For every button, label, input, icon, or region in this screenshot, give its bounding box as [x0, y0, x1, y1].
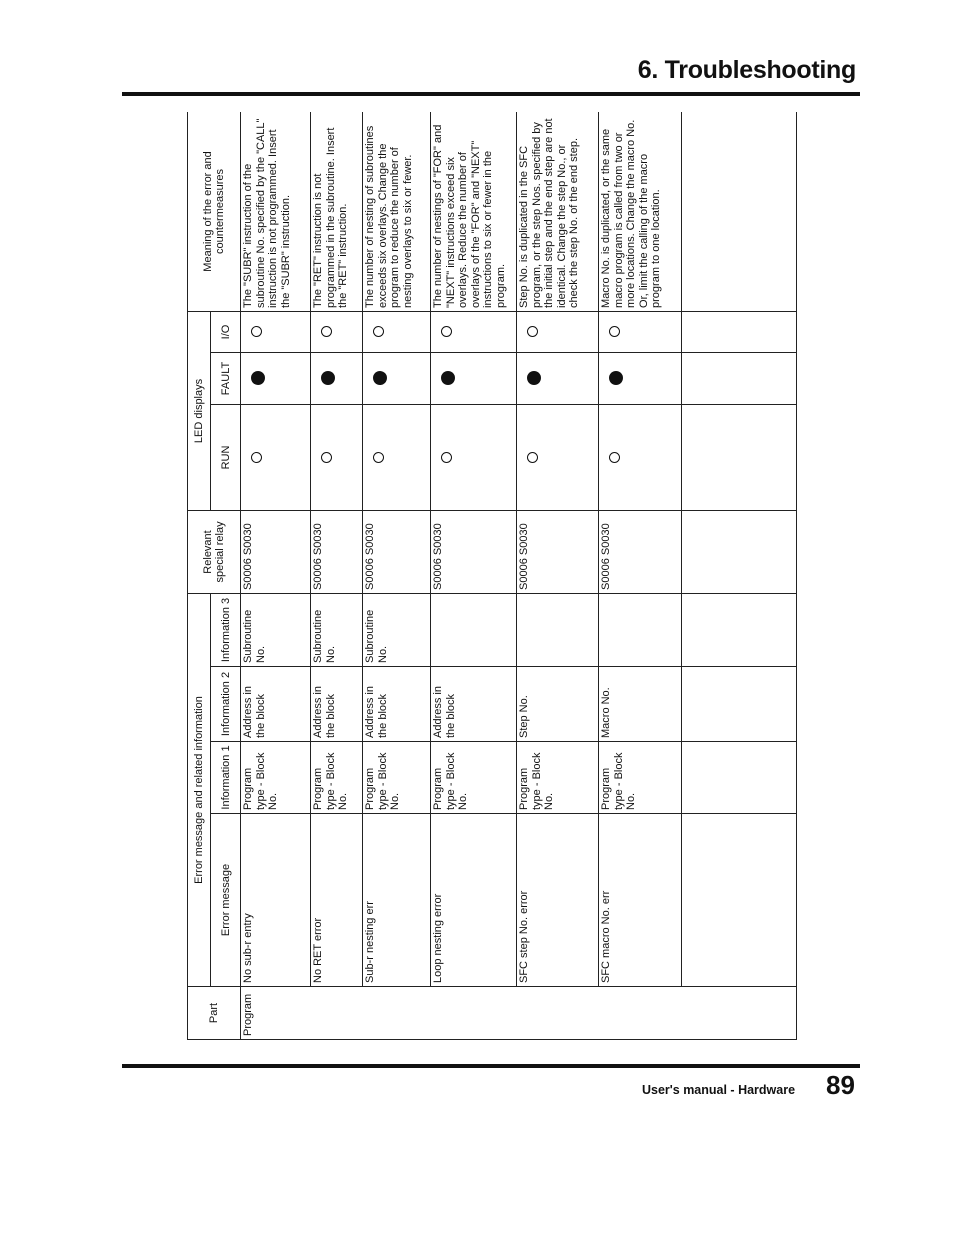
led-fault-cell	[599, 352, 682, 404]
led-io-cell	[517, 311, 599, 352]
led-off-icon	[609, 452, 620, 463]
led-off-icon	[441, 326, 452, 337]
error-message-cell: Sub-r nesting err	[363, 814, 431, 987]
blank-row	[682, 112, 797, 1040]
info1-cell: Program type - Block No.	[241, 742, 311, 814]
header-row-top	[188, 112, 211, 1040]
col-run: RUN	[211, 404, 241, 510]
info2-cell: Step No.	[517, 667, 599, 742]
col-group-led: LED displays	[188, 311, 211, 510]
relay-cell: S0006 S0030	[241, 510, 311, 593]
relay-cell: S0006 S0030	[311, 510, 363, 593]
part-cell: Program	[241, 987, 797, 1040]
error-table-frame	[187, 112, 797, 1040]
led-io-cell	[241, 311, 311, 352]
table-row	[517, 112, 599, 1040]
meaning-cell: The "RET" instruction is not programmed in the subroutine. Insert the "RET" instruction.	[311, 112, 363, 311]
blank-cell	[682, 352, 797, 404]
col-group-error: Error message and related information	[188, 593, 211, 986]
footer-label: User's manual - Hardware	[642, 1083, 796, 1097]
led-run-cell	[241, 404, 311, 510]
footer-rule	[122, 1064, 860, 1068]
info1-cell: Program type - Block No.	[517, 742, 599, 814]
rotated-table-wrapper	[187, 112, 797, 1040]
info2-cell: Address in the block	[431, 667, 517, 742]
blank-cell	[682, 814, 797, 987]
info1-cell: Program type - Block No.	[431, 742, 517, 814]
led-off-icon	[373, 326, 384, 337]
info2-cell: Address in the block	[363, 667, 431, 742]
led-run-cell	[431, 404, 517, 510]
info2-cell: Address in the block	[241, 667, 311, 742]
info2-cell: Macro No.	[599, 667, 682, 742]
led-off-icon	[527, 452, 538, 463]
led-on-icon	[321, 371, 335, 385]
table-row	[599, 112, 682, 1040]
led-run-cell	[517, 404, 599, 510]
led-fault-cell	[311, 352, 363, 404]
col-io: I/O	[211, 311, 241, 352]
led-io-cell	[363, 311, 431, 352]
led-off-icon	[527, 326, 538, 337]
led-run-cell	[311, 404, 363, 510]
error-message-cell: SFC step No. error	[517, 814, 599, 987]
led-fault-cell	[241, 352, 311, 404]
led-off-icon	[373, 452, 384, 463]
led-off-icon	[251, 452, 262, 463]
col-info1: Information 1	[211, 742, 241, 814]
error-table	[187, 112, 797, 1040]
info3-cell	[517, 593, 599, 666]
relay-cell: S0006 S0030	[599, 510, 682, 593]
table-row	[241, 112, 311, 1040]
error-message-cell: Loop nesting error	[431, 814, 517, 987]
led-on-icon	[609, 371, 623, 385]
page-number: 89	[826, 1070, 855, 1100]
table-row	[431, 112, 517, 1040]
led-off-icon	[609, 326, 620, 337]
info3-cell: Subroutine No.	[241, 593, 311, 666]
meaning-cell: Step No. is duplicated in the SFC program, or the step Nos. specified by the initial step and the end step are not identical. Change the step No., or check the step No. of the end step.	[517, 112, 599, 311]
col-relay: Relevant special relay	[188, 510, 241, 593]
col-fault: FAULT	[211, 352, 241, 404]
meaning-cell: The number of nesting of subroutines exceeds six overlays. Change the program to reduce the number of nesting overlays to six or fewer.	[363, 112, 431, 311]
led-off-icon	[441, 452, 452, 463]
meaning-cell: Macro No. is duplicated, or the same macro program is called from two or more locations. Change the macro No. Or, limit the calling of the macro program to one location.	[599, 112, 682, 311]
error-message-cell: No RET error	[311, 814, 363, 987]
led-run-cell	[363, 404, 431, 510]
col-meaning: Meaning of the error and countermeasures	[188, 112, 241, 311]
info3-cell: Subroutine No.	[363, 593, 431, 666]
blank-cell	[682, 112, 797, 311]
blank-cell	[682, 667, 797, 742]
led-io-cell	[599, 311, 682, 352]
info1-cell: Program type - Block No.	[311, 742, 363, 814]
relay-cell: S0006 S0030	[517, 510, 599, 593]
blank-cell	[682, 510, 797, 593]
col-info3: Information 3	[211, 593, 241, 666]
header-rule	[122, 92, 860, 96]
blank-cell	[682, 742, 797, 814]
led-off-icon	[251, 326, 262, 337]
meaning-cell: The number of nestings of "FOR" and "NEXT" instructions exceed six overlays. Reduce the number of overlays of the "FOR" and "NEXT" instructions to six or fewer in the program.	[431, 112, 517, 311]
led-fault-cell	[517, 352, 599, 404]
led-fault-cell	[431, 352, 517, 404]
blank-cell	[682, 311, 797, 352]
info1-cell: Program type - Block No.	[363, 742, 431, 814]
relay-cell: S0006 S0030	[431, 510, 517, 593]
led-run-cell	[599, 404, 682, 510]
led-off-icon	[321, 452, 332, 463]
col-part: Part	[188, 987, 241, 1040]
led-on-icon	[527, 371, 541, 385]
page-title: 6. Troubleshooting	[637, 56, 856, 84]
error-message-cell: No sub-r entry	[241, 814, 311, 987]
table-body	[241, 112, 797, 1040]
table-row	[311, 112, 363, 1040]
led-io-cell	[431, 311, 517, 352]
info3-cell	[599, 593, 682, 666]
col-info2: Information 2	[211, 667, 241, 742]
relay-cell: S0006 S0030	[363, 510, 431, 593]
led-fault-cell	[363, 352, 431, 404]
info3-cell: Subroutine No.	[311, 593, 363, 666]
led-on-icon	[373, 371, 387, 385]
blank-cell	[682, 404, 797, 510]
led-on-icon	[441, 371, 455, 385]
info1-cell: Program type - Block No.	[599, 742, 682, 814]
col-error-message: Error message	[211, 814, 241, 987]
blank-cell	[682, 593, 797, 666]
led-off-icon	[321, 326, 332, 337]
error-message-cell: SFC macro No. err	[599, 814, 682, 987]
meaning-cell: The "SUBR" instruction of the subroutine No. specified by the "CALL" instruction is not programmed. Insert the "SUBR" instruction.	[241, 112, 311, 311]
led-io-cell	[311, 311, 363, 352]
table-row	[363, 112, 431, 1040]
info3-cell	[431, 593, 517, 666]
led-on-icon	[251, 371, 265, 385]
info2-cell: Address in the block	[311, 667, 363, 742]
